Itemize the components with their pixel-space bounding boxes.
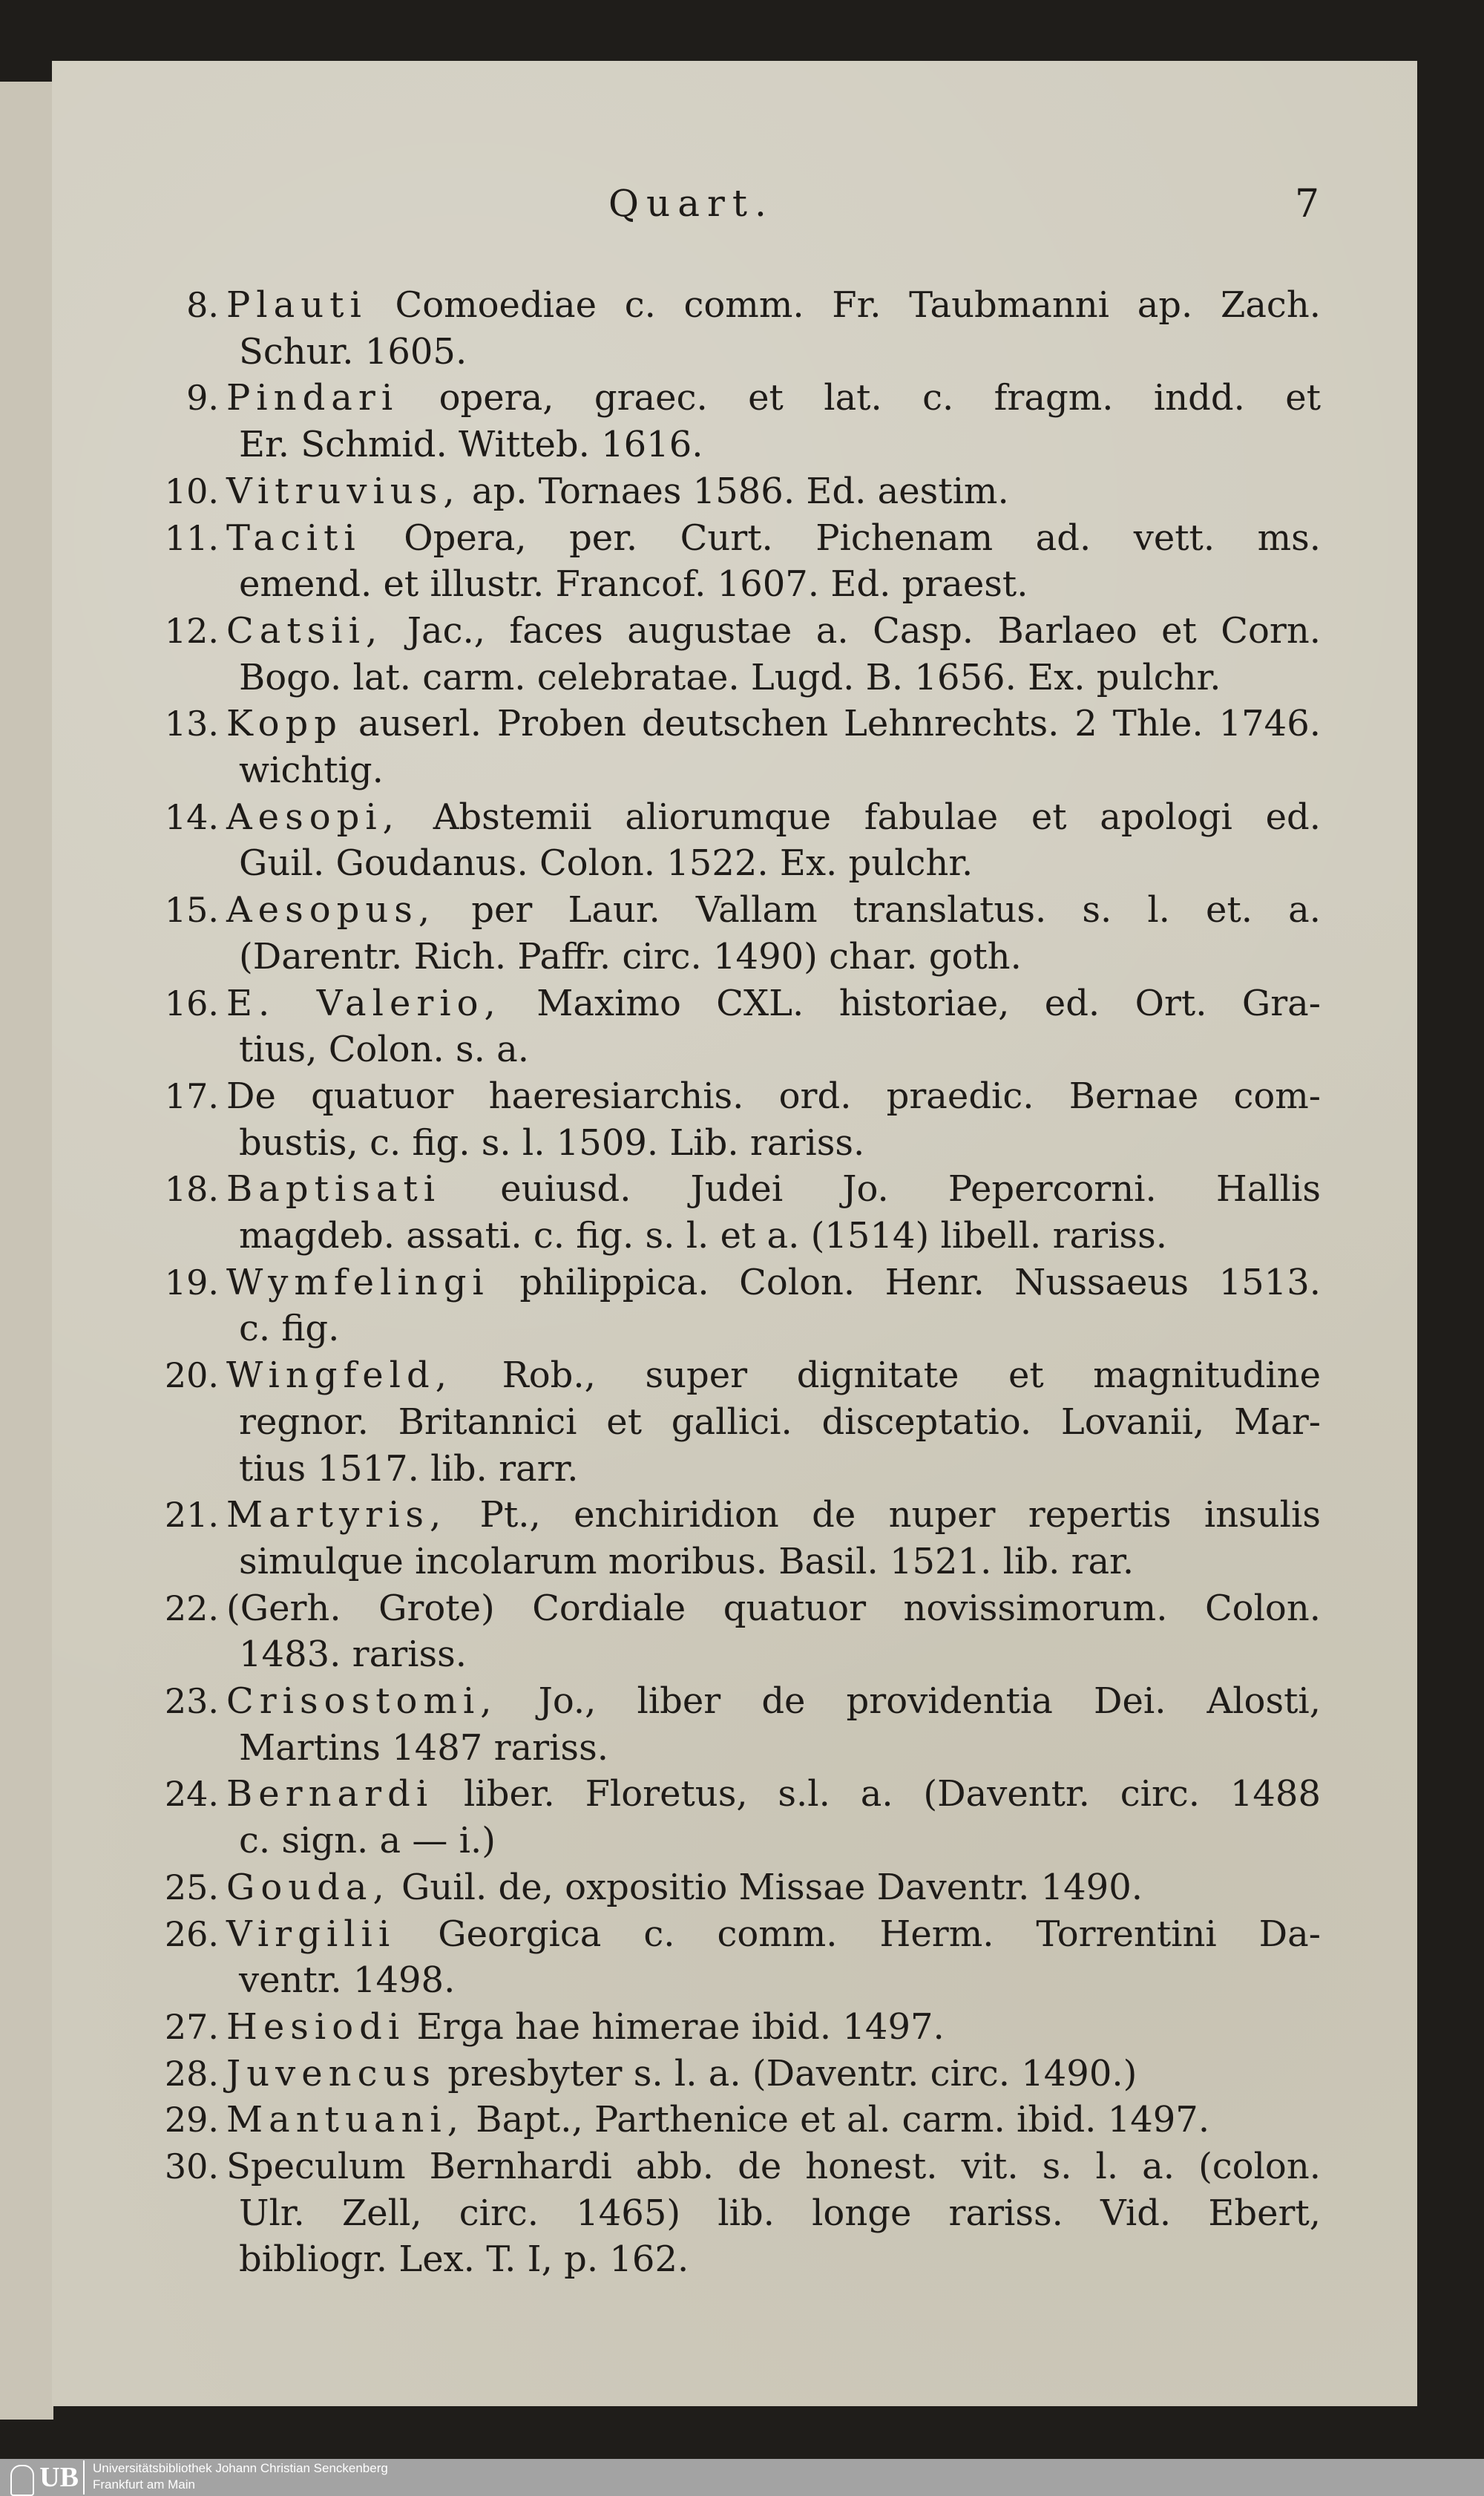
entry-text <box>239 1957 1321 2004</box>
entry-description: c. fig. <box>239 1308 340 1350</box>
entry-description: Jo., liber de providentia Dei. Alosti, <box>538 1680 1321 1722</box>
entry-line <box>0 1260 1484 1306</box>
entry-number: 16. <box>164 983 219 1023</box>
entry-description: Abstemii aliorumque fabulae et apologi ed. <box>433 796 1322 838</box>
entry-author: Hesiodi <box>226 2005 406 2048</box>
entry-number: 17. <box>164 1075 219 1116</box>
entry-number: 18. <box>164 1169 219 1210</box>
entry-line <box>0 1213 1484 1260</box>
entry-description: tius 1517. lib. rarr. <box>239 1447 579 1490</box>
entry-description: Bapt., Parthenice et al. carm. ibid. 1497. <box>476 2099 1210 2141</box>
entry-text <box>226 2097 1321 2143</box>
library-city: Frankfurt am Main <box>93 2477 195 2492</box>
entry-description: Jac., faces augustae a. Casp. Barlaeo et Corn. <box>407 609 1321 652</box>
entry-description: De quatuor haeresiarchis. ord. praedic. Bernae com- <box>226 1075 1321 1117</box>
entry-text <box>226 2004 1321 2051</box>
entry-text <box>239 840 1321 887</box>
entry-line <box>0 1678 1484 1725</box>
entry-author: Aesopi, <box>226 796 400 838</box>
library-name: Universitätsbibliothek Johann Christian Senckenberg <box>93 2461 388 2475</box>
entry-author: Juvencus <box>226 2052 437 2094</box>
entry-description: Maximo CXL. historiae, ed. Ort. Gra- <box>536 982 1321 1024</box>
entry-description: wichtig. <box>239 750 384 791</box>
entry-text <box>226 701 1321 747</box>
entry-number: 28. <box>164 2053 219 2094</box>
entry-description: Rob., super dignitate et magnitudine <box>502 1355 1322 1397</box>
entry-author: Vitruvius, <box>226 470 461 512</box>
entry-number: 26. <box>164 1913 219 1954</box>
entry-line <box>0 1818 1484 1864</box>
entry-description: emend. et illustr. Francof. 1607. Ed. praest. <box>239 563 1028 606</box>
entry-description: Comoediae c. comm. Fr. Taubmanni ap. Zach. <box>395 284 1321 326</box>
entry-number: 21. <box>164 1495 219 1536</box>
entry-text <box>226 794 1321 841</box>
entry-text <box>239 329 1321 376</box>
entry-description: Er. Schmid. Witteb. 1616. <box>239 424 703 466</box>
entry-line <box>0 1446 1484 1493</box>
entry-line <box>0 1026 1484 1073</box>
entry-number: 9. <box>186 378 219 419</box>
entry-line <box>0 2190 1484 2237</box>
entry-text <box>239 1306 1321 1352</box>
entry-line <box>0 1492 1484 1539</box>
entry-text <box>239 1399 1321 1446</box>
entry-author: Wymfelingi <box>226 1261 490 1303</box>
entry-text <box>226 2051 1321 2097</box>
entry-author: Crisostomi, <box>226 1680 498 1722</box>
entry-description: auserl. Proben deutschen Lehnrechts. 2 Thle. 1746. <box>358 703 1321 745</box>
entry-line <box>0 1585 1484 1632</box>
entry-number: 12. <box>164 610 219 651</box>
entry-line <box>0 1399 1484 1446</box>
entry-description: Martins 1487 rariss. <box>239 1726 608 1769</box>
entry-text <box>239 655 1321 701</box>
entry-line <box>0 561 1484 608</box>
entry-description: c. sign. a — i.) <box>239 1820 496 1862</box>
entry-description: Guil. Goudanus. Colon. 1522. Ex. pulchr. <box>239 842 974 885</box>
entry-author: Catsii, <box>226 609 384 652</box>
entry-author: Baptisati <box>226 1168 441 1211</box>
entry-number: 30. <box>164 2146 219 2187</box>
entry-description: Schur. 1605. <box>239 330 467 373</box>
entry-description: Ulr. Zell, circ. 1465) lib. longe rariss. Vid. Ebert, <box>239 2192 1321 2234</box>
entry-description: per Laur. Vallam translatus. s. l. et. a. <box>471 889 1321 931</box>
entry-author: Mantuani, <box>226 2099 465 2141</box>
entry-description: presbyter s. l. a. (Daventr. circ. 1490.) <box>447 2052 1137 2094</box>
entry-number: 15. <box>164 890 219 931</box>
entry-description: opera, graec. et lat. c. fragm. indd. et <box>439 377 1321 419</box>
entry-number: 20. <box>164 1355 219 1396</box>
entry-line <box>0 1725 1484 1772</box>
entry-author: Aesopus, <box>226 889 436 931</box>
entry-description: Georgica c. comm. Herm. Torrentini Da- <box>438 1913 1322 1955</box>
entry-text <box>226 1678 1321 1725</box>
page-number: 7 <box>1295 182 1320 226</box>
entry-number: 10. <box>164 471 219 511</box>
entry-text <box>239 2190 1321 2237</box>
entry-description: (Darentr. Rich. Paffr. circ. 1490) char. goth. <box>239 935 1022 977</box>
entry-description: bustis, c. fig. s. l. 1509. Lib. rariss. <box>239 1121 865 1164</box>
entry-line <box>0 887 1484 934</box>
entry-author: Kopp <box>226 703 343 745</box>
entry-line <box>0 840 1484 887</box>
entry-author: Pindari <box>226 377 399 419</box>
entry-text <box>239 1446 1321 1493</box>
entry-line <box>0 422 1484 468</box>
entry-text <box>226 282 1321 329</box>
entry-text <box>226 468 1321 515</box>
entry-line <box>0 655 1484 701</box>
entry-number: 14. <box>164 796 219 837</box>
entry-line <box>0 282 1484 329</box>
entry-text <box>239 747 1321 794</box>
entry-description: Bogo. lat. carm. celebratae. Lugd. B. 1656. Ex. pulchr. <box>239 656 1221 698</box>
entry-author: Martyris, <box>226 1494 447 1536</box>
entry-line <box>0 1306 1484 1352</box>
entry-line <box>0 515 1484 562</box>
entry-description: Opera, per. Curt. Pichenam ad. vett. ms. <box>404 517 1321 559</box>
entry-text <box>226 375 1321 422</box>
entry-number: 11. <box>164 517 219 558</box>
entry-author: E. Valerio, <box>226 982 502 1024</box>
entry-text <box>226 515 1321 562</box>
running-title: Quart. <box>608 182 774 225</box>
entry-line <box>0 1539 1484 1585</box>
entry-text <box>226 1260 1321 1306</box>
entry-line <box>0 608 1484 655</box>
entry-text <box>239 1026 1321 1073</box>
entry-text <box>226 1352 1321 1399</box>
entry-text <box>226 2143 1321 2190</box>
entry-description: 1483. rariss. <box>239 1634 467 1676</box>
entry-text <box>226 1911 1321 1958</box>
entry-description: regnor. Britannici et gallici. disceptatio. Lovanii, Mar- <box>239 1401 1321 1443</box>
entry-number: 25. <box>164 1867 219 1907</box>
entry-line <box>0 2236 1484 2283</box>
entry-description: Erga hae himerae ibid. 1497. <box>416 2005 945 2048</box>
entry-description: tius, Colon. s. a. <box>239 1029 530 1071</box>
logo-text: UB <box>39 2462 79 2493</box>
entry-text <box>239 1539 1321 1585</box>
entry-description: simulque incolarum moribus. Basil. 1521. lib. rar. <box>239 1540 1135 1582</box>
entry-line <box>0 2004 1484 2051</box>
entry-line <box>0 934 1484 980</box>
entry-author: Gouda, <box>226 1866 390 1908</box>
entry-line <box>0 1352 1484 1399</box>
entry-text <box>239 561 1321 608</box>
entry-number: 19. <box>164 1262 219 1303</box>
entry-line <box>0 1120 1484 1167</box>
entry-line <box>0 329 1484 376</box>
entry-text <box>239 1213 1321 1260</box>
entry-text <box>239 2236 1321 2283</box>
entry-author: Bernardi <box>226 1773 434 1815</box>
entry-description: bibliogr. Lex. T. I, p. 162. <box>239 2238 689 2281</box>
entry-text <box>226 1864 1321 1911</box>
entry-text <box>226 608 1321 655</box>
entry-line <box>0 1957 1484 2004</box>
entry-line <box>0 2097 1484 2143</box>
entry-text <box>239 934 1321 980</box>
entry-number: 27. <box>164 2006 219 2047</box>
entry-number: 23. <box>164 1681 219 1721</box>
entry-description: magdeb. assati. c. fig. s. l. et a. (1514) libell. rariss. <box>239 1215 1167 1257</box>
library-logo <box>3 2460 85 2495</box>
entry-description: euiusd. Judei Jo. Pepercorni. Hallis <box>500 1168 1322 1211</box>
entry-text <box>239 1631 1321 1678</box>
entry-number: 24. <box>164 1774 219 1815</box>
entry-author: Virgilii <box>226 1913 396 1955</box>
entry-line <box>0 468 1484 515</box>
entry-text <box>239 422 1321 468</box>
entry-description: Pt., enchiridion de nuper repertis insulis <box>479 1494 1321 1536</box>
entry-text <box>239 1120 1321 1167</box>
entry-line <box>0 1911 1484 1958</box>
entry-text <box>226 1585 1321 1632</box>
entry-line <box>0 980 1484 1027</box>
entry-number: 29. <box>164 2100 219 2140</box>
entry-number: 13. <box>164 704 219 744</box>
entry-description: ventr. 1498. <box>239 1959 456 2002</box>
entry-number: 8. <box>186 285 219 325</box>
entry-line <box>0 1771 1484 1818</box>
entry-text <box>226 1073 1321 1120</box>
entry-author: Taciti <box>226 517 361 559</box>
entry-text <box>239 1725 1321 1772</box>
entry-text <box>239 1818 1321 1864</box>
entry-description: liber. Floretus, s.l. a. (Daventr. circ. 1488 <box>464 1773 1321 1815</box>
entry-author: Wingfeld, <box>226 1355 453 1397</box>
entry-description: Speculum Bernhardi abb. de honest. vit. s. l. a. (colon. <box>226 2146 1321 2187</box>
entry-text <box>226 980 1321 1027</box>
entry-description: (Gerh. Grote) Cordiale quatuor novissimorum. Colon. <box>226 1587 1321 1629</box>
entry-line <box>0 2051 1484 2097</box>
entry-text <box>226 1771 1321 1818</box>
entry-line <box>0 1073 1484 1120</box>
entry-number: 22. <box>164 1588 219 1628</box>
entry-line <box>0 747 1484 794</box>
entry-line <box>0 375 1484 422</box>
portrait-icon <box>10 2465 34 2496</box>
entry-description: ap. Tornaes 1586. Ed. aestim. <box>471 470 1009 512</box>
entry-line <box>0 2143 1484 2190</box>
entry-line <box>0 1631 1484 1678</box>
page-header <box>0 182 1484 234</box>
entry-description: Guil. de, oxpositio Missae Daventr. 1490. <box>401 1866 1143 1908</box>
entry-line <box>0 1166 1484 1213</box>
entry-line <box>0 701 1484 747</box>
entry-text <box>226 1166 1321 1213</box>
entry-text <box>226 1492 1321 1539</box>
entry-text <box>226 887 1321 934</box>
entry-line <box>0 1864 1484 1911</box>
entry-author: Plauti <box>226 284 367 326</box>
entry-line <box>0 794 1484 841</box>
entry-description: philippica. Colon. Henr. Nussaeus 1513. <box>519 1261 1321 1303</box>
library-footer <box>0 2459 1484 2496</box>
